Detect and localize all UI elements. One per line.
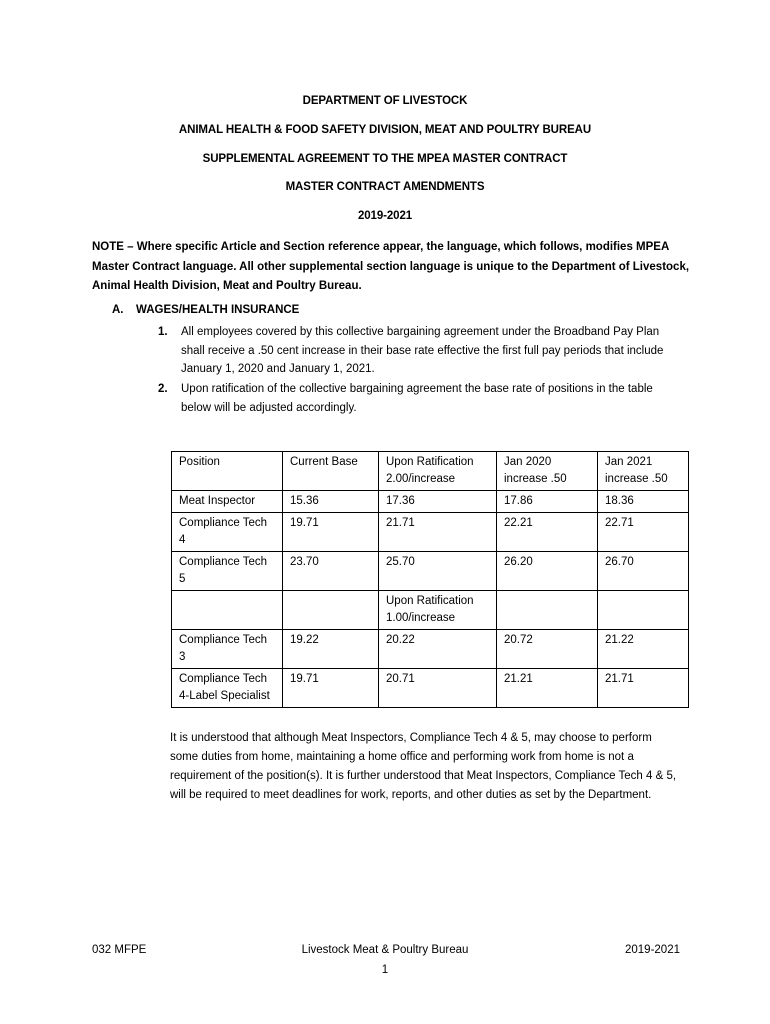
table-cell: Upon Ratification 1.00/increase — [379, 591, 497, 630]
footer-right: 2019-2021 — [625, 944, 680, 956]
division-heading: ANIMAL HEALTH & FOOD SAFETY DIVISION, MEAT AND POULTRY BUREAU — [178, 124, 592, 136]
footer-left: 032 MFPE — [92, 944, 147, 956]
section-letter: A. — [112, 304, 124, 316]
table-cell: 21.71 — [598, 669, 689, 708]
list-item — [158, 380, 683, 417]
table-cell: Compliance Tech 5 — [172, 552, 283, 591]
amendments-heading: MASTER CONTRACT AMENDMENTS — [285, 181, 485, 193]
table-header-row — [172, 452, 689, 491]
table-cell: 20.71 — [379, 669, 497, 708]
home-office-paragraph: It is understood that although Meat Inspectors, Compliance Tech 4 & 5, may choose to perform some duties from home, maintaining a home office and performing work from home is not a requirement of the position(s). It is further understood that Meat Inspectors, Compliance Tech 4 & 5, will be required to meet deadlines for work, reports, and other duties as set by the Department. — [170, 732, 677, 801]
table-row — [172, 669, 689, 708]
table-row — [172, 591, 689, 630]
table-cell — [283, 591, 379, 630]
table-cell: 22.21 — [497, 513, 598, 552]
table-cell: 21.22 — [598, 630, 689, 669]
table-cell: 18.36 — [598, 491, 689, 513]
table-header-cell: Current Base — [283, 452, 379, 491]
table-cell: Meat Inspector — [172, 491, 283, 513]
table-cell — [172, 591, 283, 630]
table-row — [172, 513, 689, 552]
table-cell: 17.36 — [379, 491, 497, 513]
list-item-text: Upon ratification of the collective bargaining agreement the base rate of positions in the table below will be adjusted accordingly. — [181, 383, 653, 414]
table-row — [172, 491, 689, 513]
table-cell: 19.22 — [283, 630, 379, 669]
table-cell: 21.71 — [379, 513, 497, 552]
department-heading: DEPARTMENT OF LIVESTOCK — [302, 95, 468, 107]
section-title: WAGES/HEALTH INSURANCE — [136, 304, 300, 316]
table-cell — [497, 591, 598, 630]
list-item-text: All employees covered by this collective bargaining agreement under the Broadband Pay Plan shall receive a .50 cent increase in their base rate effective the first full pay periods that include January 1, 2020 and January 1, 2021. — [181, 326, 664, 375]
note-paragraph: NOTE – Where specific Article and Section reference appear, the language, which follows, modifies MPEA Master Contract language. All other supplemental section language is unique to the Department of Livestock, Animal Health Division, Meat and Poultry Bureau. — [92, 241, 690, 292]
table-cell — [598, 591, 689, 630]
footer-center: Livestock Meat & Poultry Bureau — [301, 944, 469, 956]
table-cell: 19.71 — [283, 513, 379, 552]
table-cell: 23.70 — [283, 552, 379, 591]
page-number: 1 — [381, 964, 389, 976]
table-cell: 17.86 — [497, 491, 598, 513]
table-cell: Compliance Tech 3 — [172, 630, 283, 669]
table-cell: 21.21 — [497, 669, 598, 708]
table-cell: 19.71 — [283, 669, 379, 708]
table-header-cell: Jan 2021 increase .50 — [598, 452, 689, 491]
agreement-heading: SUPPLEMENTAL AGREEMENT TO THE MPEA MASTER CONTRACT — [202, 153, 568, 165]
years-heading: 2019-2021 — [357, 210, 413, 222]
table-cell: 26.70 — [598, 552, 689, 591]
table-cell: 26.20 — [497, 552, 598, 591]
table-header-cell: Position — [172, 452, 283, 491]
section-a-heading — [112, 304, 299, 316]
wage-table — [171, 451, 689, 708]
table-row — [172, 630, 689, 669]
table-cell: 22.71 — [598, 513, 689, 552]
table-cell: 20.72 — [497, 630, 598, 669]
table-header-cell: Upon Ratification 2.00/increase — [379, 452, 497, 491]
table-row — [172, 552, 689, 591]
list-item — [158, 323, 683, 379]
table-cell: Compliance Tech 4-Label Specialist — [172, 669, 283, 708]
table-cell: Compliance Tech 4 — [172, 513, 283, 552]
table-cell: 15.36 — [283, 491, 379, 513]
table-cell: 20.22 — [379, 630, 497, 669]
table-header-cell: Jan 2020 increase .50 — [497, 452, 598, 491]
table-cell: 25.70 — [379, 552, 497, 591]
list-item-number: 1. — [158, 326, 168, 338]
list-item-number: 2. — [158, 383, 168, 395]
